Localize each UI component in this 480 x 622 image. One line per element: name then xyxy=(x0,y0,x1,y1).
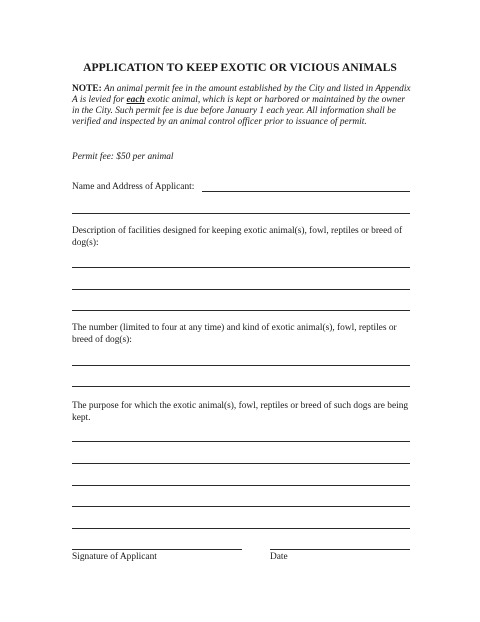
date-field[interactable] xyxy=(270,549,410,550)
facilities-field-line-1[interactable] xyxy=(72,267,410,268)
purpose-field-line-4[interactable] xyxy=(72,506,410,507)
purpose-field-line-3[interactable] xyxy=(72,485,410,486)
permit-fee-amount: Permit fee: $50 per animal xyxy=(72,152,174,162)
purpose-field-line-5[interactable] xyxy=(72,528,410,529)
note-emphasis-each: each xyxy=(126,95,145,105)
note-text-before: An animal permit fee in the amount established by the City and listed in Appendix A is levied for xyxy=(72,84,411,105)
purpose-label: The purpose for which the exotic animal(s), fowl, reptiles or breed of such dogs are being kept. xyxy=(72,401,409,423)
permit-fee-note xyxy=(72,84,412,128)
note-label: NOTE: xyxy=(72,84,102,94)
number-kind-field-line-2[interactable] xyxy=(72,386,410,387)
note-text-after: exotic animal, which is kept or harbored or maintained by the owner in the City. Such permit fee is due before January 1 each year. All information shall be verified and inspected by an animal control officer prior to issuance of permit. xyxy=(72,95,406,127)
date-label: Date xyxy=(270,552,288,562)
facilities-field-line-2[interactable] xyxy=(72,289,410,290)
name-address-field[interactable] xyxy=(202,191,410,192)
number-kind-label: The number (limited to four at any time) and kind of exotic animal(s), fowl, reptiles or breed of dog(s): xyxy=(72,323,397,345)
name-address-label: Name and Address of Applicant: xyxy=(72,182,195,192)
facilities-field-line-3[interactable] xyxy=(72,310,410,311)
purpose-field-line-2[interactable] xyxy=(72,463,410,464)
signature-field[interactable] xyxy=(72,549,242,550)
signature-label: Signature of Applicant xyxy=(72,552,157,562)
name-address-field-line-2[interactable] xyxy=(72,213,410,214)
purpose-field-line-1[interactable] xyxy=(72,441,410,442)
form-title: APPLICATION TO KEEP EXOTIC OR VICIOUS ANIMALS xyxy=(83,61,397,74)
number-kind-field-line-1[interactable] xyxy=(72,365,410,366)
facilities-description-label: Description of facilities designed for keeping exotic animal(s), fowl, reptiles or breed of dog(s): xyxy=(72,226,403,248)
